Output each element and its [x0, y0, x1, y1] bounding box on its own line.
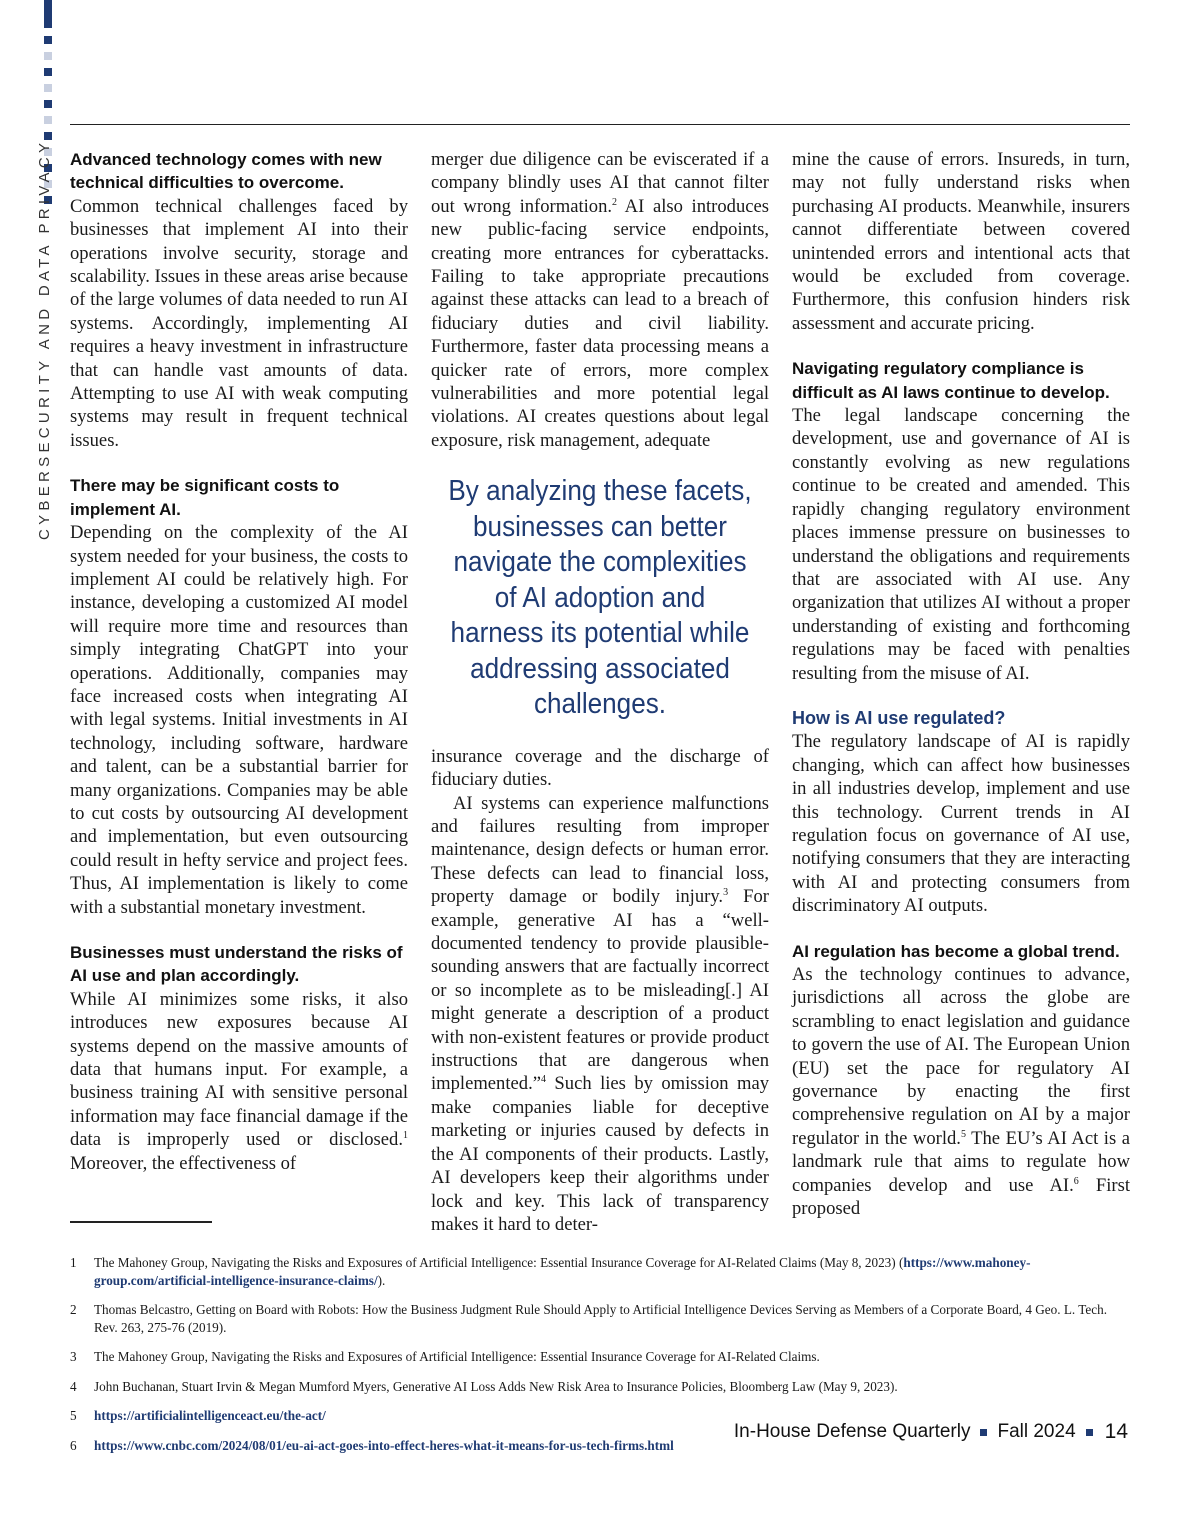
paragraph: insurance coverage and the discharge of fiduciary duties.	[431, 745, 769, 791]
footnote: 4 John Buchanan, Stuart Irvin & Megan Mumford Myers, Generative AI Loss Adds New Risk Area to Insurance Policies, Bloomberg Law (May 9, 2023).	[70, 1378, 898, 1394]
accent-bar	[44, 0, 52, 28]
footnote: 3 The Mahoney Group, Navigating the Risks and Exposures of Artificial Intelligence: Essential Insurance Coverage for AI-Related Claims.	[70, 1349, 820, 1364]
page-number: 14	[1104, 1420, 1128, 1443]
footnote-ref[interactable]: 6	[1073, 1175, 1079, 1187]
separator-square-icon	[1086, 1429, 1093, 1436]
separator-square-icon	[980, 1429, 987, 1436]
top-rule	[70, 124, 1130, 125]
footnote-rule	[70, 1221, 212, 1223]
footnote-link[interactable]: https://www.mahoney-group.com/artificial-intelligence-insurance-claims/	[94, 1255, 1031, 1288]
footnote: 1 The Mahoney Group, Navigating the Risks and Exposures of Artificial Intelligence: Essential Insurance Coverage for AI-Related Claims (May 8, 2023) (https://www.mahoney-group.com/artificial-intelligence-insurance-claims/).	[70, 1255, 1031, 1288]
paragraph: As the technology continues to advance, jurisdictions all across the globe are scrambling to enact legislation and guidance to govern the use of AI. The European Union (EU) set the pace for regulatory AI governance by enacting the first comprehensive regulation on AI by a major regulator in the world.$^5$ The EU’s AI Act is a landmark rule that aims to regulate how companies develop and use AI.$^6$ First proposed	[792, 964, 1130, 1220]
paragraph: The regulatory landscape of AI is rapidly changing, which can affect how businesses in all industries develop, implement and use this technology. Current trends in AI regulation focus on governance of AI use, notifying consumers that they are interacting with AI and protecting consumers from discriminatory AI outputs.	[792, 731, 1130, 917]
section-side-label: CYBERSECURITY AND DATA PRIVACY	[36, 138, 53, 540]
column-3	[792, 148, 1130, 1220]
heading-global-trend: AI regulation has become a global trend.	[792, 941, 1120, 961]
paragraph: The legal landscape concerning the development, use and governance of AI is constantly evolving as new regulations continue to be created and amended. This rapidly changing regulatory environment places immense pressure on businesses to understand the obligations and requirements that are associated with AI use. Any organization that utilizes AI without a proper understanding of existing and forthcoming regulations may be faced with penalties resulting from the misuse of AI.	[792, 405, 1130, 684]
column-2	[431, 148, 769, 1236]
footnote-ref[interactable]: 1	[403, 1130, 408, 1142]
heading-risks: Businesses must understand the risks of AI use and plan accordingly.	[70, 943, 403, 986]
issue-label: Fall 2024	[997, 1421, 1076, 1442]
publication-name: In-House Defense Quarterly	[733, 1421, 971, 1442]
heading-costs: There may be significant costs to implement AI.	[70, 476, 340, 519]
pull-quote: By analyzing these facets, businesses can better navigate the complexities of AI adoption and harness its potential while addressing associated challenges.	[448, 475, 752, 721]
footnote: 5 https://artificialintelligenceact.eu/the-act/	[70, 1408, 326, 1423]
footnote-ref[interactable]: 2	[612, 196, 618, 208]
footnote-link[interactable]: https://artificialintelligenceact.eu/the-act/	[94, 1408, 326, 1423]
page-footer	[734, 1420, 1128, 1444]
footnote-ref[interactable]: 3	[723, 887, 729, 899]
paragraph: Depending on the complexity of the AI system needed for your business, the costs to implement AI could be relatively high. For instance, developing a customized AI model will require more time and resources than simply integrating ChatGPT into your operations. Additionally, companies may face increased costs when integrating AI with legal systems. Initial investments in AI technology, including software, hardware and talent, can be a substantial barrier for many organizations. Companies may be able to cut costs by outsourcing AI development and implementation, but even outsourcing could result in hefty service and project fees. Thus, AI implementation is likely to come with a substantial monetary investment.	[70, 522, 408, 918]
heading-regulatory-compliance: Navigating regulatory compliance is difficult as AI laws continue to develop.	[792, 359, 1110, 402]
heading-technical-difficulties: Advanced technology comes with new technical difficulties to overcome.	[70, 150, 382, 193]
paragraph: merger due diligence can be eviscerated if a company blindly uses AI that cannot filter out wrong information.$^2$ AI also introduces new public-facing service endpoints, creating more entrances for cyberattacks. Failing to take appropriate precautions against these attacks can lead to a breach of fiduciary duties and civil liability. Furthermore, faster data processing means a quicker rate of errors, more complex vulnerabilities and more potential legal violations. AI creates questions about legal exposure, risk management, adequate	[431, 149, 770, 451]
heading-how-regulated: How is AI use regulated?	[792, 707, 1006, 728]
paragraph: mine the cause of errors. Insureds, in turn, may not fully understand risks when purchasing AI products. Meanwhile, insurers cannot differentiate between covered unintended errors and intentional acts that would be excluded from coverage. Furthermore, this confusion hinders risk assessment and accurate pricing.	[792, 149, 1130, 334]
paragraph: AI systems can experience malfunctions and failures resulting from improper maintenance, design defects or human error. These defects can lead to financial loss, property damage or bodily injury.$^3$ For example, generative AI has a “well-documented tendency to provide plausible-sounding answers that are factually incorrect or so incomplete as to be misleading[.] AI might generate a description of a product with non-existent features or provide product instructions that are dangerous when implemented.”$^4$ Such lies by omission may make companies liable for deceptive marketing or injuries caused by defects in the AI components of their products. Lastly, AI developers keep their algorithms under lock and key. This lack of transparency makes it hard to deter-	[431, 792, 769, 1235]
footnote-link[interactable]: https://www.cnbc.com/2024/08/01/eu-ai-act-goes-into-effect-heres-what-it-means-for-us-tech-firms.html	[94, 1437, 674, 1453]
paragraph: While AI minimizes some risks, it also introduces new exposures because AI systems depend on the massive amounts of data that humans input. For example, a business training AI with sensitive personal information may face financial damage if the data is improperly used or disclosed.$^1$ Moreover, the effectiveness of	[70, 988, 408, 1174]
footnote-ref[interactable]: 4	[540, 1074, 546, 1086]
footnote-ref[interactable]: 5	[960, 1128, 966, 1140]
column-1	[70, 148, 408, 1175]
footnote: 6 https://www.cnbc.com/2024/08/01/eu-ai-act-goes-into-effect-heres-what-it-means-for-us-tech-firms.html	[70, 1437, 674, 1453]
paragraph: Common technical challenges faced by businesses that implement AI into their operations involve security, storage and scalability. Issues in these areas arise because of the large volumes of data needed to run AI systems. Accordingly, implementing AI requires a heavy investment in infrastructure that can handle vast amounts of data. Attempting to use AI with weak computing systems may result in frequent technical issues.	[70, 195, 408, 451]
footnote: 2 Thomas Belcastro, Getting on Board with Robots: How the Business Judgment Rule Should Apply to Artificial Intelligence Devices Serving as Members of a Corporate Board, 4 Geo. L. Tech. Rev. 263, 275-76 (2019).	[70, 1302, 1107, 1335]
